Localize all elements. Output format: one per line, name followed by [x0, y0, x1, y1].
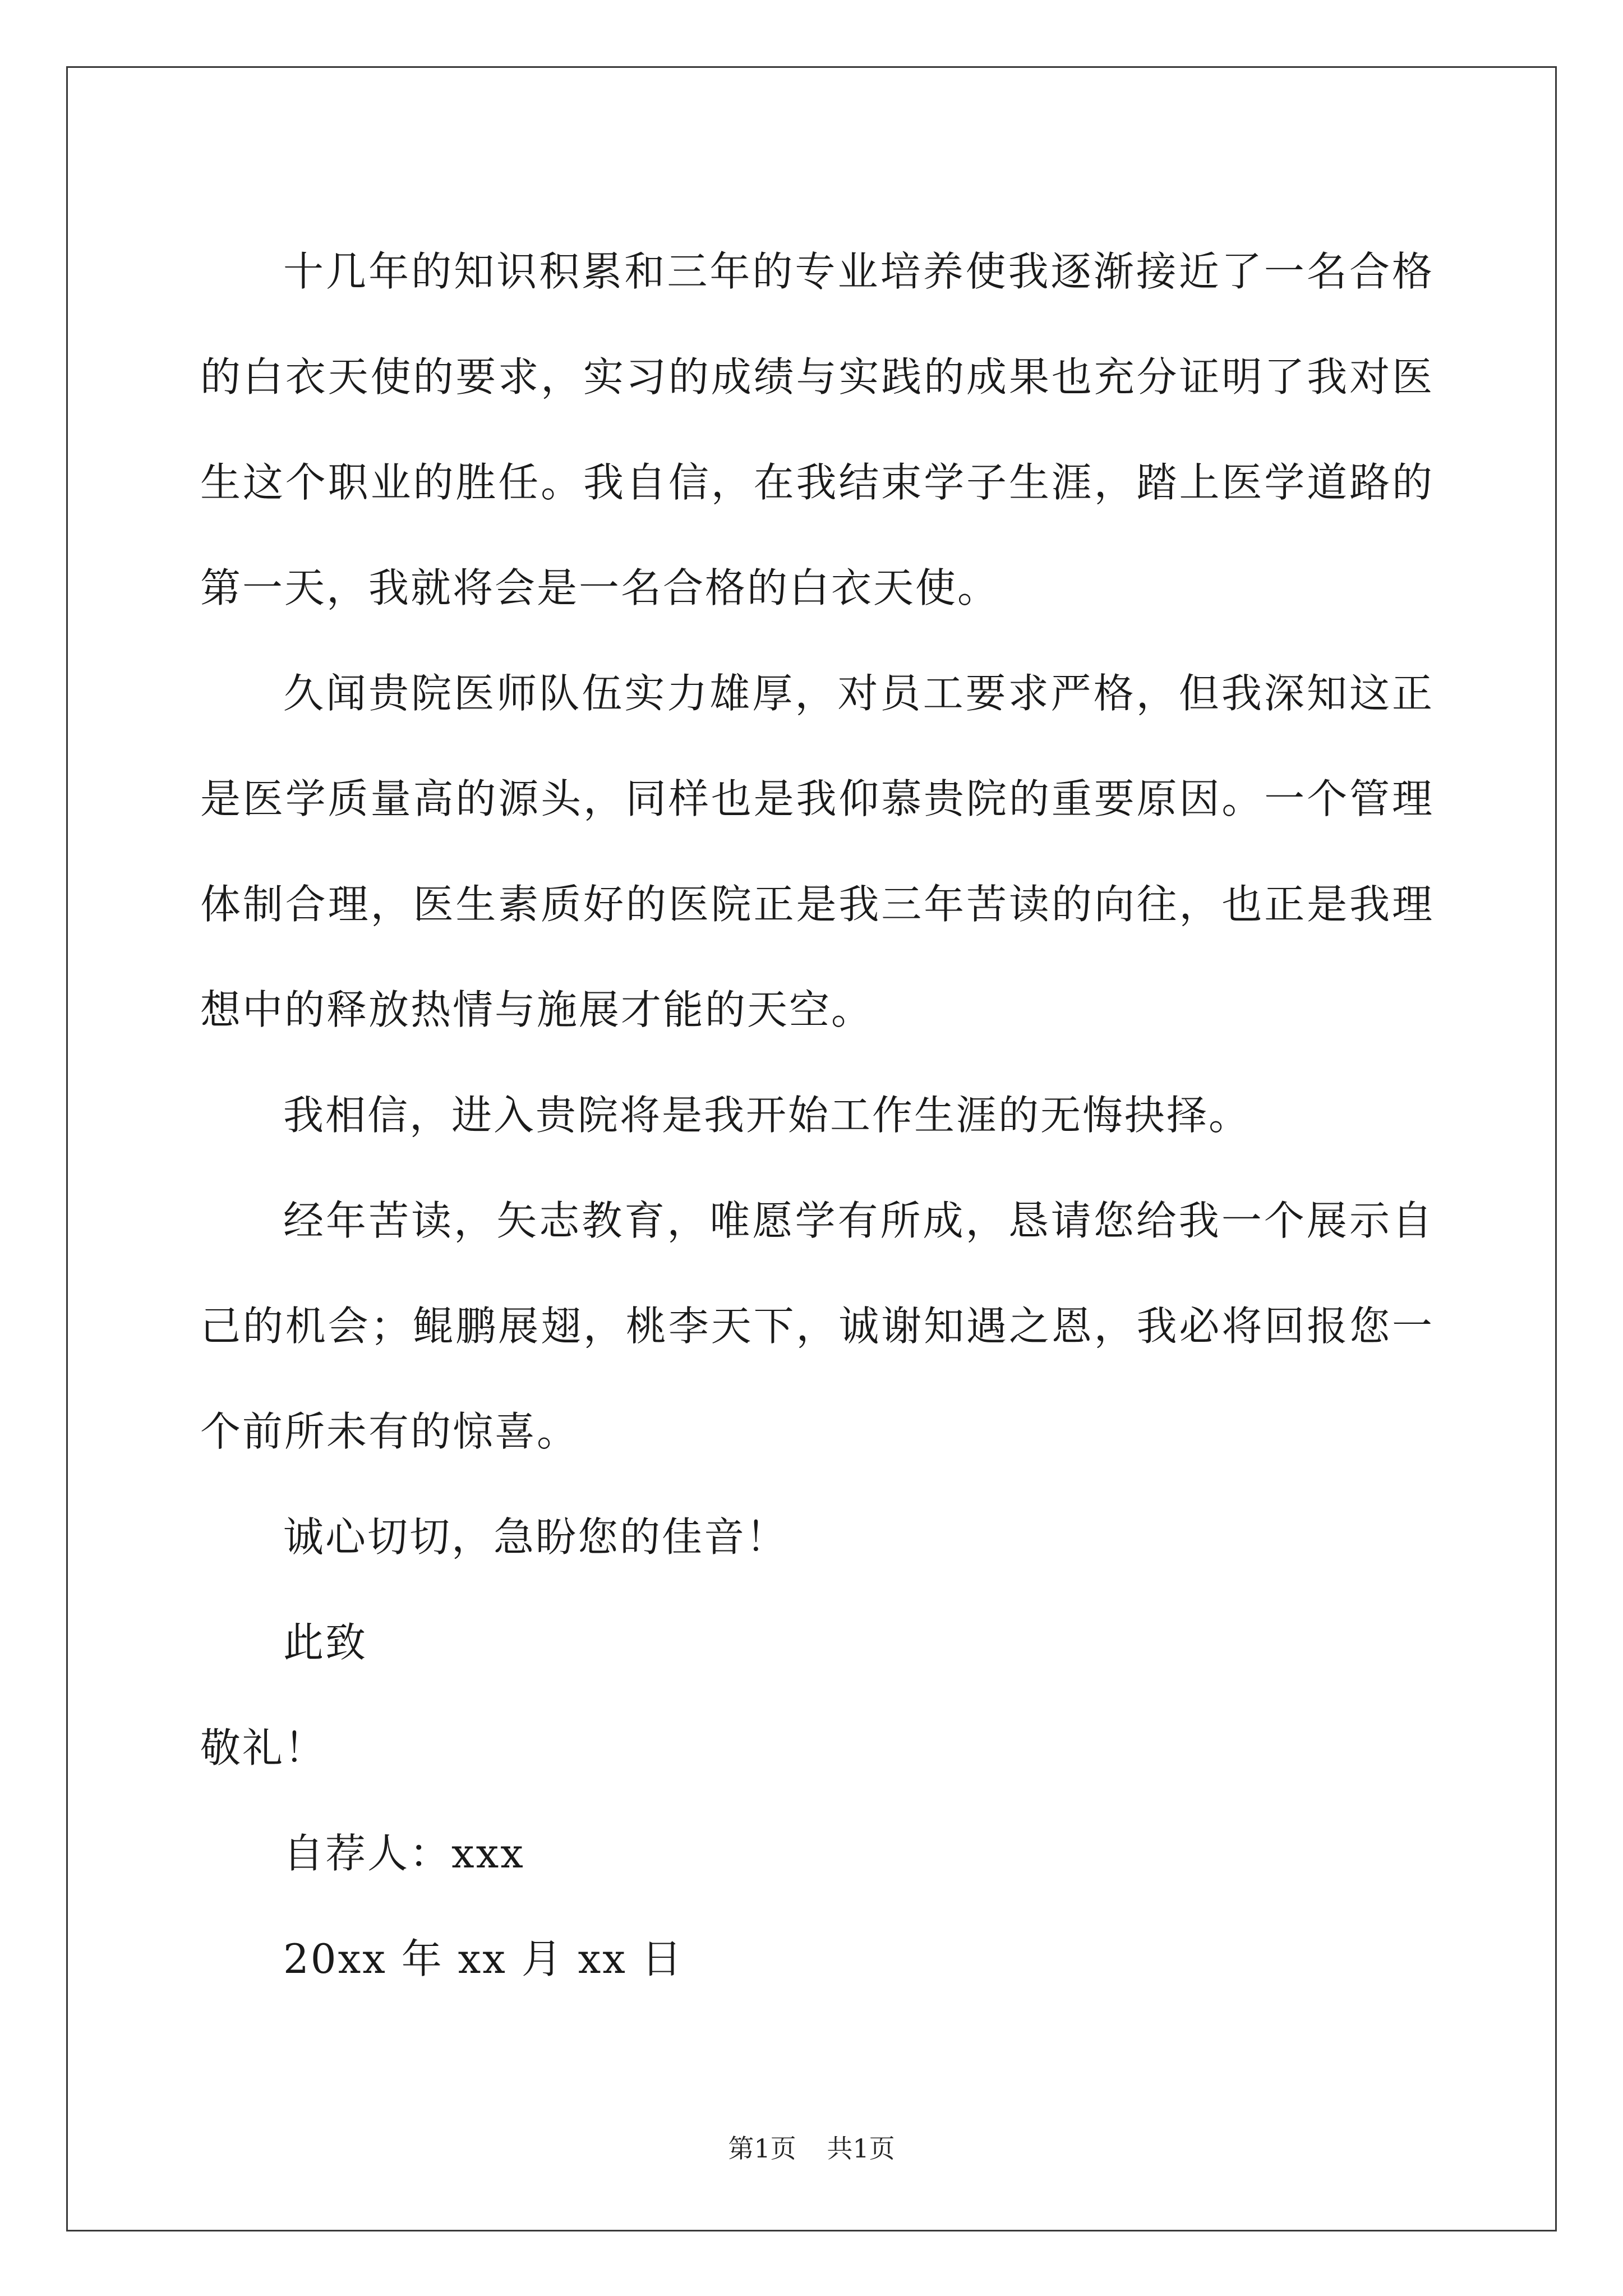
paragraph-3: 我相信，进入贵院将是我开始工作生涯的无悔抉择。 [283, 1092, 1251, 1139]
closing-phrase: 此致 [283, 1619, 368, 1666]
signature: 自荐人：xxx [283, 1830, 525, 1877]
page-number-current: 第1页 [728, 2133, 796, 2164]
paragraph-4: 经年苦读，矢志教育，唯愿学有所成，恳请您给我一个展示自己的机会；鲲鹏展翅，桃李天下，诚谢知遇之恩，我必将回报您一个前所未有的惊喜。 [200, 1197, 1434, 1455]
page-footer [0, 2132, 1623, 2165]
paragraph-1: 十几年的知识积累和三年的专业培养使我逐渐接近了一名合格的白衣天使的要求，实习的成绩与实践的成果也充分证明了我对医生这个职业的胜任。我自信，在我结束学子生涯，踏上医学道路的第一天，我就将会是一名合格的白衣天使。 [200, 248, 1434, 611]
page-number-total: 共1页 [827, 2133, 895, 2164]
paragraph-5: 诚心切切，急盼您的佳音！ [283, 1513, 789, 1561]
salute: 敬礼！ [200, 1724, 327, 1772]
letter-body [200, 219, 1434, 2012]
date: 20xx 年 xx 月 xx 日 [283, 1935, 684, 1982]
paragraph-2: 久闻贵院医师队伍实力雄厚，对员工要求严格，但我深知这正是医学质量高的源头，同样也是我仰慕贵院的重要原因。一个管理体制合理，医生素质好的医院正是我三年苦读的向往，也正是我理想中的释放热情与施展才能的天空。 [200, 670, 1434, 1033]
